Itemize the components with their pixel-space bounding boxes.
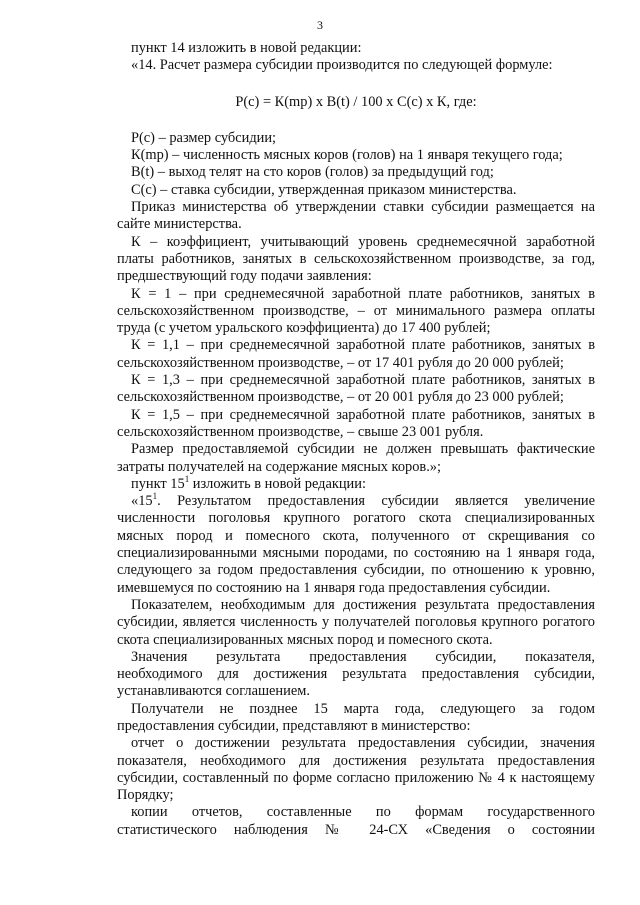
copies-line-2: статистического наблюдения № 24-СХ «Сведения о состоянии: [117, 821, 595, 838]
values-line-2: необходимого для достижения результата предоставления субсидии,: [117, 666, 595, 683]
formula: Р(с) = К(mp) x В(t) / 100 x С(с) x К, где:: [235, 93, 477, 110]
k13-line-1: К = 1,3 – при среднемесячной заработной плате работников, занятых в: [131, 372, 595, 389]
result-line-2: численности поголовья крупного рогатого скота специализированных: [117, 510, 595, 527]
report-line-1: отчет о достижении результата предоставления субсидии, значения: [131, 735, 595, 752]
document-body: [117, 40, 595, 839]
result-line-3: мясных пород и помесного скота, полученного от скрещивания со: [117, 527, 595, 544]
result-line-1: [117, 493, 595, 510]
size-line-1: Размер предоставляемой субсидии не должен превышать фактические: [131, 441, 595, 458]
result-line-5: следующего за годом предоставления субсидии, по отношению к уровню,: [117, 562, 595, 579]
k15-line-1: К = 1,5 – при среднемесячной заработной плате работников, занятых в: [131, 406, 595, 423]
k15-line-2: сельскохозяйственном производстве, – свыше 23 001 рубля.: [117, 423, 484, 440]
paragraph-151-intro: [117, 476, 595, 493]
result-line-6: имевшемуся по состоянию на 1 января года предоставления субсидии.: [117, 579, 551, 596]
report-line-4: Порядку;: [117, 787, 174, 804]
indicator-line-2: субсидии, является численность у получателей поголовья крупного рогатого: [117, 614, 595, 631]
p151-intro-post: изложить в новой редакции:: [189, 475, 366, 492]
p151-number: «15: [131, 493, 153, 510]
k11-line-1: К = 1,1 – при среднемесячной заработной плате работников, занятых в: [131, 337, 595, 354]
k11-line-2: сельскохозяйственном производстве, – от 17 401 рубля до 20 000 рублей;: [117, 354, 564, 371]
k1-line-2: сельскохозяйственном производстве, – от минимального размера оплаты: [117, 302, 595, 319]
values-line-3: устанавливаются соглашением.: [117, 683, 310, 700]
indicator-line-1: Показателем, необходимым для достижения результата предоставления: [131, 596, 595, 613]
order-line-2: сайте министерства.: [117, 216, 242, 233]
page-number: 3: [317, 18, 323, 32]
k-line-1: К – коэффициент, учитывающий уровень среднемесячной заработной: [131, 233, 595, 250]
report-line-3: субсидии, составленный по форме согласно приложению № 4 к настоящему: [117, 769, 595, 786]
values-line-1: Значения результата предоставления субсидии, показателя,: [131, 648, 595, 665]
k13-line-2: сельскохозяйственном производстве, – от 20 001 рубля до 23 000 рублей;: [117, 389, 564, 406]
definition-rc: Р(с) – размер субсидии;: [131, 129, 277, 146]
p151-superscript: 1: [152, 491, 158, 502]
recipients-line-2: предоставления субсидии, представляют в министерство:: [117, 717, 471, 734]
k1-line-3: труда (с учетом уральского коэффициента) до 17 400 рублей;: [117, 320, 491, 337]
k-line-3: предшествующий году подачи заявления:: [117, 268, 372, 285]
copies-line-1: копии отчетов, составленные по формам государственного: [131, 804, 595, 821]
paragraph-14-heading: «14. Расчет размера субсидии производится по следующей формуле:: [131, 57, 553, 74]
p151-text: . Результатом предоставления субсидии является увеличение: [157, 493, 595, 510]
paragraph-intro: пункт 14 изложить в новой редакции:: [131, 40, 362, 56]
size-line-2: затраты получателей на содержание мясных коров.»;: [117, 458, 441, 475]
recipients-line-1: Получатели не позднее 15 марта года, следующего за годом: [131, 700, 595, 717]
k1-line-1: К = 1 – при среднемесячной заработной плате работников, занятых в: [131, 285, 595, 302]
p151-intro-superscript: 1: [184, 474, 190, 485]
k-line-2: платы работников, занятых в сельскохозяйственном производстве, за год,: [117, 250, 595, 267]
indicator-line-3: скота специализированных мясных пород и помесного скота.: [117, 631, 493, 648]
definition-kmp: К(mp) – численность мясных коров (голов) на 1 января текущего года;: [131, 147, 563, 164]
definition-bt: В(t) – выход телят на сто коров (голов) за предыдущий год;: [131, 164, 494, 181]
definition-cc: С(с) – ставка субсидии, утвержденная приказом министерства.: [131, 181, 517, 198]
p151-intro-pre: пункт 15: [131, 475, 185, 492]
order-line-1: Приказ министерства об утверждении ставки субсидии размещается на: [131, 199, 595, 216]
result-line-4: специализированными мясными породами, по состоянию на 1 января года,: [117, 545, 595, 562]
report-line-2: показателя, необходимого для достижения результата предоставления: [117, 752, 595, 769]
